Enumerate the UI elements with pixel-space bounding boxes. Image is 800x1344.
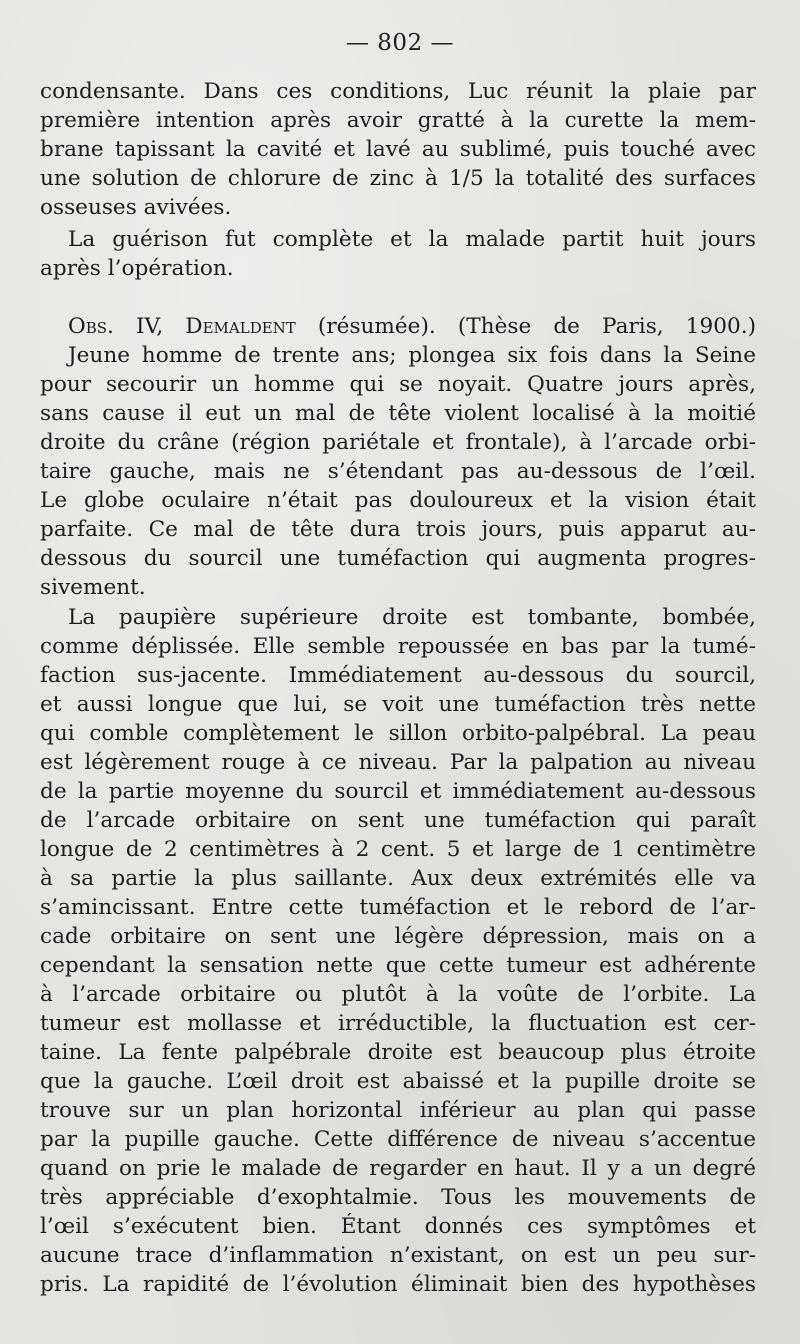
text-line: dessous du sourcil une tuméfaction qui augmenta progres- (40, 546, 756, 571)
text-line: droite du crâne (région pariétale et frontale), à l’arcade orbi- (40, 430, 756, 455)
text-line: première intention après avoir gratté à la curette la mem- (40, 108, 756, 133)
text-line: est légèrement rouge à ce niveau. Par la palpation au niveau (40, 750, 756, 775)
text-line: à l’arcade orbitaire ou plutôt à la voûte de l’orbite. La (40, 982, 756, 1007)
text-line: après l’opération. (40, 256, 234, 281)
observation-source: (résumée). (Thèse de Paris, 1900.) (295, 314, 756, 339)
text-line: aucune trace d’inflammation n’existant, on est un peu sur- (40, 1243, 756, 1268)
text-line: l’œil s’exécutent bien. Étant donnés ces symptômes et (40, 1214, 756, 1239)
text-line: Jeune homme de trente ans; plongea six fois dans la Seine (68, 343, 756, 368)
observation-label: Obs. IV, Demaldent (68, 314, 296, 339)
text-line: parfaite. Ce mal de tête dura trois jours, puis apparut au- (40, 517, 756, 542)
text-line: comme déplissée. Elle semble repoussée en bas par la tumé- (40, 634, 756, 659)
text-line: osseuses avivées. (40, 195, 232, 220)
text-line: que la gauche. L’œil droit est abaissé et la pupille droite se (40, 1069, 756, 1094)
text-line: pris. La rapidité de l’évolution éliminait bien des hypothèses (40, 1272, 756, 1297)
text-line: condensante. Dans ces conditions, Luc réunit la plaie par (40, 79, 756, 104)
text-line: sans cause il eut un mal de tête violent localisé à la moitié (40, 401, 756, 426)
text-line: de l’arcade orbitaire on sent une tuméfaction qui paraît (40, 808, 756, 833)
text-line: cade orbitaire on sent une légère dépression, mais on a (40, 924, 756, 949)
text-line: taire gauche, mais ne s’étendant pas au-dessous de l’œil. (40, 459, 756, 484)
text-line: pour secourir un homme qui se noyait. Quatre jours après, (40, 372, 756, 397)
text-line: sivement. (40, 575, 146, 600)
text-line: qui comble complètement le sillon orbito-palpébral. La peau (40, 721, 756, 746)
text-line: Le globe oculaire n’était pas douloureux et la vision était (40, 488, 756, 513)
text-line: à sa partie la plus saillante. Aux deux extrémités elle va (40, 866, 756, 891)
text-line: et aussi longue que lui, se voit une tuméfaction très nette (40, 692, 756, 717)
text-line: par la pupille gauche. Cette différence de niveau s’accentue (40, 1127, 756, 1152)
observation-heading (68, 312, 756, 341)
text-line: une solution de chlorure de zinc à 1/5 la totalité des surfaces (40, 166, 756, 191)
page-number: — 802 — (345, 30, 455, 56)
text-line: quand on prie le malade de regarder en haut. Il y a un degré (40, 1156, 756, 1181)
text-line: brane tapissant la cavité et lavé au sublimé, puis touché avec (40, 137, 756, 162)
text-line: La guérison fut complète et la malade partit huit jours (68, 227, 756, 252)
text-line: s’amincissant. Entre cette tuméfaction et le rebord de l’ar- (40, 895, 756, 920)
text-line: cependant la sensation nette que cette tumeur est adhérente (40, 953, 756, 978)
text-line: taine. La fente palpébrale droite est beaucoup plus étroite (40, 1040, 756, 1065)
text-line: trouve sur un plan horizontal inférieur au plan qui passe (40, 1098, 756, 1123)
text-line: de la partie moyenne du sourcil et immédiatement au-dessous (40, 779, 756, 804)
text-line: tumeur est mollasse et irréductible, la fluctuation est cer- (40, 1011, 756, 1036)
text-line: très appréciable d’exophtalmie. Tous les mouvements de (40, 1185, 756, 1210)
text-line: La paupière supérieure droite est tombante, bombée, (68, 605, 756, 630)
text-line: longue de 2 centimètres à 2 cent. 5 et large de 1 centimètre (40, 837, 756, 862)
text-line: faction sus-jacente. Immédiatement au-dessous du sourcil, (40, 663, 756, 688)
